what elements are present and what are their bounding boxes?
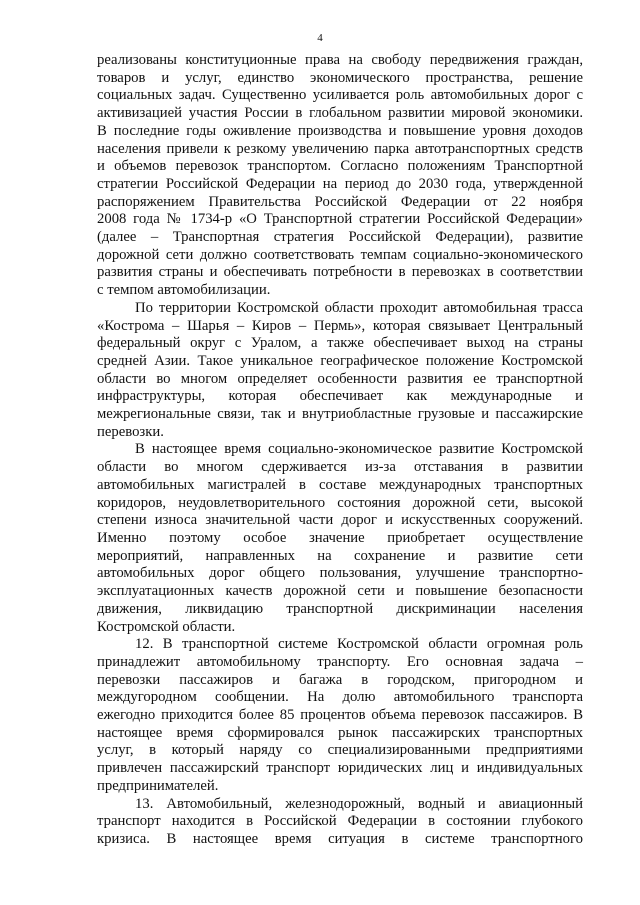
text-line: коридоров, неудовлетворительного состояния дорожной сети, высокой xyxy=(97,494,583,511)
paragraph xyxy=(97,52,583,300)
text-line: развития страны и обеспечивать потребности в перевозках в соответствии xyxy=(97,264,583,281)
text-line: социальных задач. Существенно усиливается роль автомобильных дорог с xyxy=(97,87,583,104)
paragraph xyxy=(97,441,583,636)
text-line: реализованы конституционные права на свободу передвижения граждан, xyxy=(97,52,583,68)
text-line: привлечен пассажирский транспорт юридических лиц и индивидуальных xyxy=(97,760,583,777)
text-line: степени износа значительной части дорог и искусственных сооружений. xyxy=(97,512,583,529)
text-line: инфраструктуры, которая обеспечивает как международные и xyxy=(97,388,583,405)
text-line: распоряжением Правительства Российской Федерации от 22 ноября xyxy=(97,193,583,210)
text-line: ежегодно приходится более 85 процентов объема перевозок пассажиров. В xyxy=(97,707,583,724)
text-line: транспорт находится в Российской Федерации в состоянии глубокого xyxy=(97,813,583,830)
text-line: предпринимателей. xyxy=(97,777,219,794)
text-line: 13. Автомобильный, железнодорожный, водный и авиационный xyxy=(135,795,583,812)
text-line: области во многом определяет особенности развития ее транспортной xyxy=(97,370,583,387)
text-line: эксплуатационных качеств дорожной сети и повышение безопасности xyxy=(97,583,583,600)
text-line: товаров и услуг, единство экономического пространства, решение xyxy=(97,69,583,86)
text-line: настоящее время сформировался рынок пассажирских транспортных xyxy=(97,724,583,741)
text-line: мероприятий, направленных на сохранение и развитие сети xyxy=(97,547,583,564)
text-line: перевозки. xyxy=(97,423,164,440)
paragraph xyxy=(97,636,583,795)
text-line: и объемов перевозок транспортом. Согласно положениям Транспортной xyxy=(97,158,583,175)
text-line: автомобильных дорог общего пользования, улучшение транспортно- xyxy=(97,565,583,582)
page-number: 4 xyxy=(317,32,323,44)
text-line: 12. В транспортной системе Костромской области огромная роль xyxy=(135,636,583,653)
text-line: федеральный округ с Уралом, а также обеспечивает выход на страны xyxy=(97,335,583,352)
text-line: средней Азии. Такое уникальное географическое положение Костромской xyxy=(97,352,583,369)
text-line: 2008 года № 1734-р «О Транспортной стратегии Российской Федерации» xyxy=(97,211,583,228)
text-line: услуг, в который наряду со специализированными предприятиями xyxy=(97,742,583,759)
text-line: (далее – Транспортная стратегия Российской Федерации), развитие xyxy=(97,229,583,246)
text-line: По территории Костромской области проходит автомобильная трасса xyxy=(135,299,583,316)
paragraph xyxy=(97,796,583,849)
text-line: дорожной сети должно соответствовать темпам социально-экономического xyxy=(97,246,583,263)
text-line: кризиса. В настоящее время ситуация в системе транспортного xyxy=(97,830,583,847)
paragraph xyxy=(97,300,583,442)
text-line: стратегии Российской Федерации на период до 2030 года, утвержденной xyxy=(97,175,583,192)
text-line: Именно поэтому особое значение приобретает осуществление xyxy=(97,529,583,546)
text-line: принадлежит автомобильному транспорту. Его основная задача – xyxy=(97,653,583,670)
text-line: В настоящее время социально-экономическое развитие Костромской xyxy=(135,441,583,458)
text-line: межрегиональные связи, так и внутриобластные грузовые и пассажирские xyxy=(97,406,583,423)
text-line: области во многом сдерживается из-за отставания в развитии xyxy=(97,459,583,476)
document-body xyxy=(97,52,583,849)
text-line: автомобильных магистралей в составе международных транспортных xyxy=(97,476,583,493)
text-line: движения, ликвидацию транспортной дискриминации населения xyxy=(97,600,583,617)
text-line: Костромской области. xyxy=(97,618,236,635)
text-line: населения привели к резкому увеличению парка автотранспортных средств xyxy=(97,140,583,157)
text-line: В последние годы оживление производства и повышение уровня доходов xyxy=(97,122,583,139)
text-line: перевозки пассажиров и багажа в городском, пригородном и xyxy=(97,671,583,688)
text-line: междугородном сообщении. На долю автомобильного транспорта xyxy=(97,689,583,706)
text-line: активизацией участия России в глобальном развитии мировой экономики. xyxy=(97,105,583,122)
text-line: с темпом автомобилизации. xyxy=(97,282,271,299)
text-line: «Кострома – Шарья – Киров – Пермь», которая связывает Центральный xyxy=(97,317,583,334)
